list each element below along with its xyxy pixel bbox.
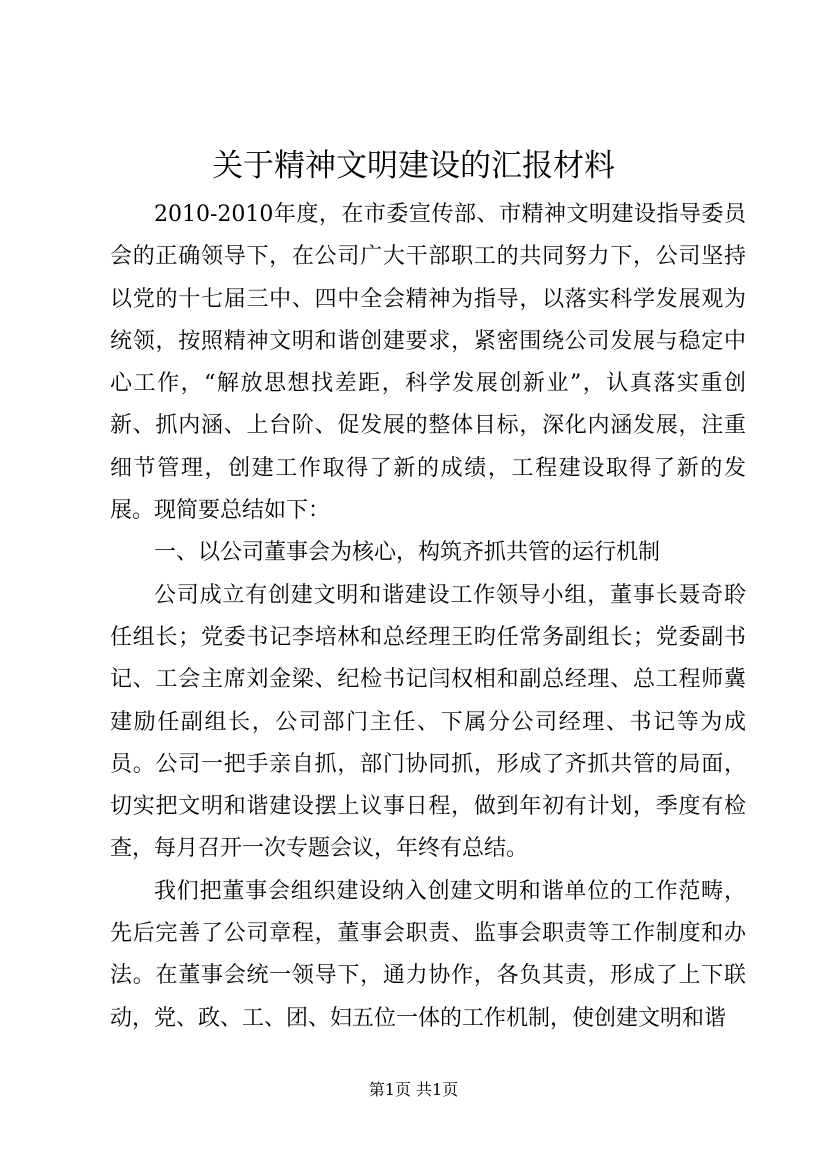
section-heading-1: 一、以公司董事会为核心，构筑齐抓共管的运行机制 (154, 540, 661, 566)
page-number-footer: 第1页 共1页 (368, 1080, 459, 1099)
document-body (110, 194, 746, 1040)
paragraph-intro: 2010-2010年度，在市委宣传部、市精神文明建设指导委员会的正确领导下，在公司广大干部职工的共同努力下，公司坚持以党的十七届三中、四中全会精神为指导，以落实科学发展观为统领，按照精神文明和谐创建要求，紧密围绕公司发展与稳定中心工作，“解放思想找差距，科学发展创新业”，认真落实重创新、抓内涵、上台阶、促发展的整体目标，深化内涵发展，注重细节管理，创建工作取得了新的成绩，工程建设取得了新的发展。现简要总结如下： (110, 202, 746, 524)
paragraph-leadership-group: 公司成立有创建文明和谐建设工作领导小组，董事长聂奇聆任组长；党委书记李培林和总经理王昀任常务副组长；党委副书记、工会主席刘金梁、纪检书记闫权相和副总经理、总工程师冀建励任副组长，公司部门主任、下属分公司经理、书记等为成员。公司一把手亲自抓，部门协同抓，形成了齐抓共管的局面，切实把文明和谐建设摆上议事日程，做到年初有计划，季度有检查，每月召开一次专题会议，年终有总结。 (110, 582, 746, 862)
document-title: 关于精神文明建设的汇报材料 (212, 148, 615, 184)
paragraph-board-organization: 我们把董事会组织建设纳入创建文明和谐单位的工作范畴，先后完善了公司章程，董事会职责、监事会职责等工作制度和办法。在董事会统一领导下，通力协作，各负其责，形成了上下联动，党、政、工、团、妇五位一体的工作机制，使创建文明和谐 (110, 878, 746, 1031)
